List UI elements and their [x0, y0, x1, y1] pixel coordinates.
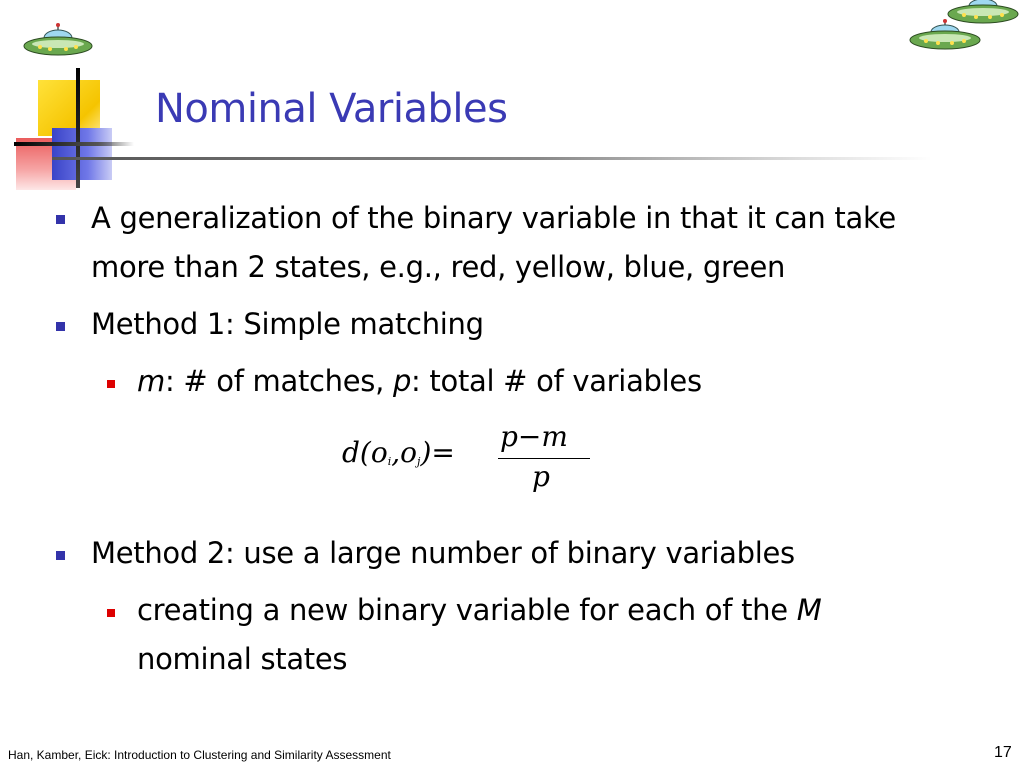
- sub-bullet-text: [137, 586, 821, 635]
- bullet-text: more than 2 states, e.g., red, yellow, blue, green: [91, 250, 786, 284]
- bullet-marker: [56, 551, 65, 560]
- sub-bullet-text: nominal states: [137, 642, 348, 676]
- text-run: : # of matches,: [164, 364, 393, 398]
- title-divider: [52, 157, 932, 160]
- text-run: : total # of variables: [411, 364, 702, 398]
- formula-part: d(o: [342, 436, 388, 469]
- formula-part: )=: [420, 436, 455, 469]
- dissimilarity-formula: [340, 420, 600, 496]
- formula-part: ,o: [391, 436, 418, 469]
- bullet-marker: [56, 322, 65, 331]
- bullet-marker: [107, 609, 115, 617]
- logo-horizontal-line: [14, 142, 134, 146]
- logo-blue-block: [52, 128, 112, 180]
- formula-lhs: [342, 436, 455, 469]
- bullet-marker: [107, 380, 115, 388]
- bullet-text: Method 1: Simple matching: [91, 307, 484, 341]
- slide-title: Nominal Variables: [155, 86, 508, 132]
- subscript-i: i: [387, 455, 392, 468]
- var-p: p: [392, 364, 412, 398]
- var-m: m: [137, 364, 165, 398]
- page-number: 17: [994, 744, 1012, 761]
- text-run: creating a new binary variable for each of the: [137, 593, 797, 627]
- logo-vertical-line: [76, 68, 80, 188]
- formula-numerator: p−m: [500, 420, 568, 453]
- ufo-icon: [908, 18, 982, 52]
- bullet-text: A generalization of the binary variable in that it can take: [91, 201, 896, 235]
- var-M: M: [796, 593, 822, 627]
- bullet-text: Method 2: use a large number of binary variables: [91, 536, 795, 570]
- subscript-j: j: [417, 455, 421, 468]
- ufo-icon: [22, 22, 94, 62]
- formula-denominator: p: [532, 460, 550, 493]
- slide-footer: Han, Kamber, Eick: Introduction to Clustering and Similarity Assessment: [8, 748, 391, 762]
- fraction-bar: [498, 458, 590, 459]
- bullet-marker: [56, 215, 65, 224]
- sub-bullet-text: [137, 357, 702, 406]
